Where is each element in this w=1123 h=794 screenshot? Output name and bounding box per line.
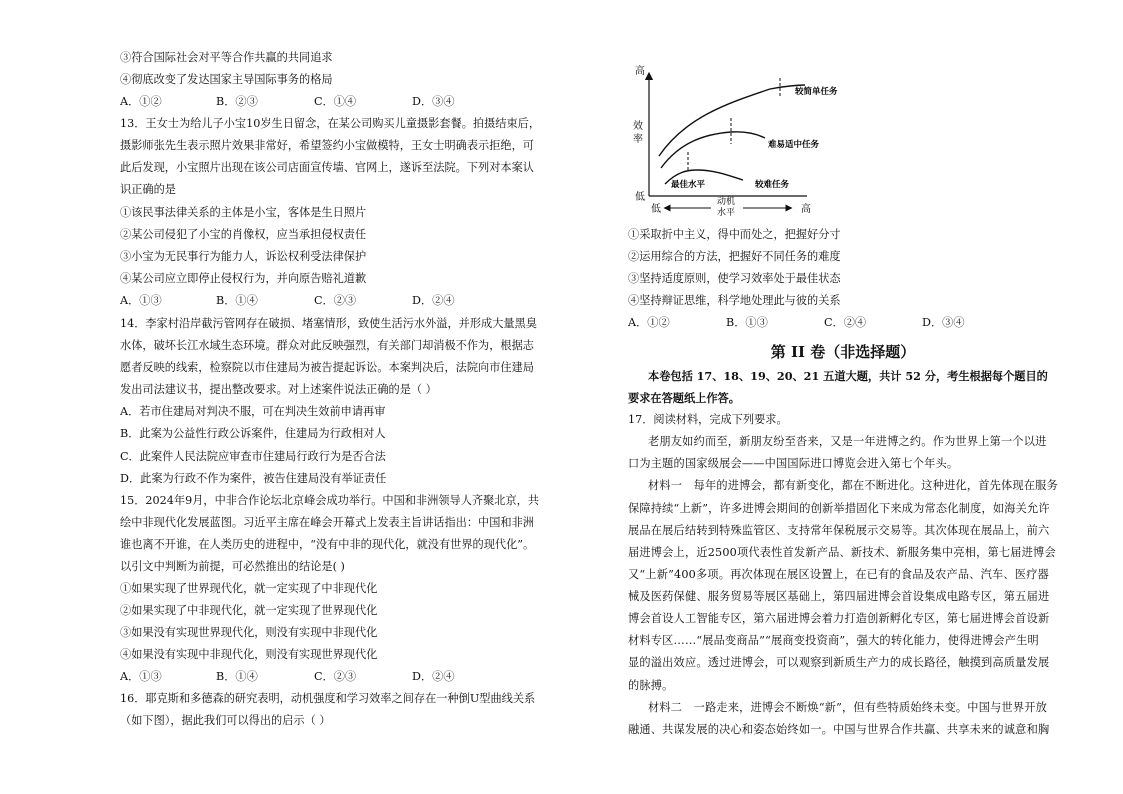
q12-option-c: C．①④ (314, 95, 357, 108)
curve-simple-label: 较简单任务 (795, 87, 838, 97)
x-high-label: 高 (801, 204, 811, 215)
q15-stem-line-1: 15．2024年9月，中非合作论坛北京峰会成功举行。中国和非洲领导人齐聚北京，共 (120, 494, 540, 507)
q15-item-4: ④如果没有实现中非现代化，则没有实现世界现代化 (120, 648, 378, 661)
q13-option-d: D．②④ (412, 294, 455, 307)
q14-stem-line-4: 发出司法建议书，提出整改要求。对上述案件说法正确的是（ ） (120, 383, 437, 396)
y-axis-label-1: 效 (633, 121, 643, 132)
passage-line-6: 届进博会上，近2500项代表性首发新产品、新技术、新服务集中亮相，第七届进博会 (628, 546, 1056, 559)
optimal-level-label: 最佳水平 (671, 180, 706, 190)
q15-item-2: ②如果实现了中非现代化，就一定实现了世界现代化 (120, 604, 378, 617)
curve-hard-label: 较难任务 (755, 180, 790, 190)
q16-stem-line-2: （如下图），据此我们可以得出的启示（ ） (120, 714, 331, 727)
q16-stem-line-1: 16．耶克斯和多德森的研究表明，动机强度和学习效率之间存在一种倒U型曲线关系 (120, 692, 536, 705)
passage-line-4: 保障持续“上新”，许多进博会期间的创新举措固化下来成为常态化制度，如海关允许 (628, 502, 1050, 515)
passage-line-8: 械及医药保健、服务贸易等展区基础上，第四届进博会首设集成电路专区，第五届进 (628, 590, 1050, 603)
section-intro-line-2: 要求在答题纸上作答。 (628, 391, 740, 405)
q15-stem-line-4: 以引文中判断为前提，可必然推出的结论是( ) (120, 560, 345, 573)
passage-line-1: 老朋友如约而至，新朋友纷至沓来，又是一年进博之约。作为世界上第一个以进 (648, 435, 1047, 448)
passage-line-7: 又“上新”400多项。再次体现在展区设置上，在已有的食品及农产品、汽车、医疗器 (628, 568, 1049, 581)
q13-stem-line-1: 13．王女士为给儿子小宝10岁生日留念，在某公司购买儿童摄影套餐。拍摄结束后， (120, 117, 541, 130)
q16-item-2: ②运用综合的方法，把握好不同任务的难度 (628, 250, 841, 263)
q15-option-d: D．②④ (412, 670, 455, 683)
q14-option-d: D．此案为行政不作为案件，被告住建局没有举证责任 (120, 472, 387, 485)
x-axis-label-2: 水平 (717, 208, 736, 218)
passage-line-5: 展品在展后结转到特殊监管区、支持常年保税展示交易等。其次体现在展品上，前六 (628, 524, 1050, 537)
q16-item-4: ④坚持辩证思维，科学地处理此与彼的关系 (628, 294, 841, 307)
q15-item-1: ①如果实现了世界现代化，就一定实现了中非现代化 (120, 582, 378, 595)
q15-item-3: ③如果没有实现世界现代化，则没有实现中非现代化 (120, 626, 378, 639)
q12-item-3: ③符合国际社会对平等合作共赢的共同追求 (120, 51, 333, 64)
motivation-efficiency-figure (625, 56, 865, 218)
q16-option-c: C．②④ (824, 316, 867, 329)
y-axis-label-2: 率 (633, 134, 643, 145)
y-low-label: 低 (635, 192, 645, 203)
q12-option-b: B．②③ (216, 95, 258, 108)
q13-option-c: C．②③ (314, 294, 357, 307)
q14-stem-line-1: 14．李家村沿岸截污管网存在破损、堵塞情形，致使生活污水外溢，并形成大量黑臭 (120, 317, 537, 330)
q15-option-c: C．②③ (314, 670, 357, 683)
passage-line-9: 博会首设人工智能专区，第六届进博会着力打造创新孵化专区，第七届进博会首设新 (628, 612, 1050, 625)
passage-line-12: 的脉搏。 (628, 679, 674, 692)
q16-option-b: B．①③ (726, 316, 768, 329)
q15-stem-line-2: 绘中非现代化发展蓝图。习近平主席在峰会开幕式上发表主旨讲话指出：中国和非洲 (120, 516, 534, 529)
y-high-label: 高 (635, 66, 645, 77)
passage-line-3: 材料一 每年的进博会，都有新变化，都在不断进化。这种进化，首先体现在服务 (648, 479, 1058, 492)
q13-option-b: B．①④ (216, 294, 258, 307)
q13-item-2: ②某公司侵犯了小宝的肖像权，应当承担侵权责任 (120, 228, 367, 241)
passage-line-14: 融通、共谋发展的决心和姿态始终如一。中国与世界合作共赢、共享未来的诚意和胸 (628, 723, 1050, 736)
q13-item-1: ①该民事法律关系的主体是小宝，客体是生日照片 (120, 206, 367, 219)
q12-option-d: D．③④ (412, 95, 455, 108)
q15-option-a: A．①③ (120, 670, 162, 683)
x-low-label: 低 (651, 204, 661, 215)
q14-option-b: B．此案为公益性行政公诉案件，住建局为行政相对人 (120, 427, 386, 440)
q12-item-4: ④彻底改变了发达国家主导国际事务的格局 (120, 73, 333, 86)
q13-stem-line-3: 此后发现，小宝照片出现在该公司店面宣传墙、官网上，遂诉至法院。下列对本案认 (120, 161, 534, 174)
q12-option-a: A．①② (120, 95, 162, 108)
passage-line-2: 口为主题的国家级展会——中国国际进口博览会进入第七个年头。 (628, 457, 959, 470)
q15-stem-line-3: 谁也离不开谁，在人类历史的进程中，“没有中非的现代化，就没有世界的现代化”。 (120, 538, 535, 551)
q13-stem-line-2: 摄影师张先生表示照片效果非常好，希望签约小宝做模特，王女士明确表示拒绝，可 (120, 139, 534, 152)
passage-line-11: 显的溢出效应。透过进博会，可以观察到新质生产力的成长路径，触摸到高质量发展 (628, 656, 1050, 669)
q14-stem-line-3: 愿者反映的线索，检察院以市住建局为被告提起诉讼。本案判决后，法院向市住建局 (120, 361, 534, 374)
curve-medium-task (661, 132, 765, 168)
q14-stem-line-2: 水体，破坏长江水域生态环境。群众对此反映强烈，有关部门却消极不作为，根据志 (120, 339, 534, 352)
passage-line-10: 材料专区……“展品变商品”“展商变投资商”，强大的转化能力，使得进博会产生明 (628, 634, 1039, 647)
section-title: 第 II 卷（非选择题） (770, 343, 916, 361)
q16-item-3: ③坚持适度原则，使学习效率处于最佳状态 (628, 272, 841, 285)
q13-stem-line-4: 识正确的是 (120, 183, 176, 196)
q16-option-d: D．③④ (922, 316, 965, 329)
x-axis-label-1: 动机 (717, 197, 736, 207)
q14-option-c: C．此案件人民法院应审查市住建局行政行为是否合法 (120, 450, 386, 463)
q13-option-a: A．①③ (120, 294, 162, 307)
q13-item-4: ④某公司应立即停止侵权行为，并向原告赔礼道歉 (120, 272, 367, 285)
q16-item-1: ①采取折中主义，得中而处之，把握好分寸 (628, 228, 841, 241)
q15-option-b: B．①④ (216, 670, 258, 683)
section-intro-line-1: 本卷包括 17、18、19、20、21 五道大题，共计 52 分，考生根据每个题目的 (648, 369, 1048, 383)
passage-line-13: 材料二 一路走来，进博会不断焕“新”，但有些特质始终未变。中国与世界开放 (648, 701, 1048, 714)
q16-option-a: A．①② (628, 316, 670, 329)
curve-medium-label: 难易适中任务 (768, 140, 820, 150)
q13-item-3: ③小宝为无民事行为能力人，诉讼权利受法律保护 (120, 250, 367, 263)
q17-title: 17．阅读材料，完成下列要求。 (628, 413, 788, 426)
q14-option-a: A．若市住建局对判决不服，可在判决生效前申请再审 (120, 405, 386, 418)
